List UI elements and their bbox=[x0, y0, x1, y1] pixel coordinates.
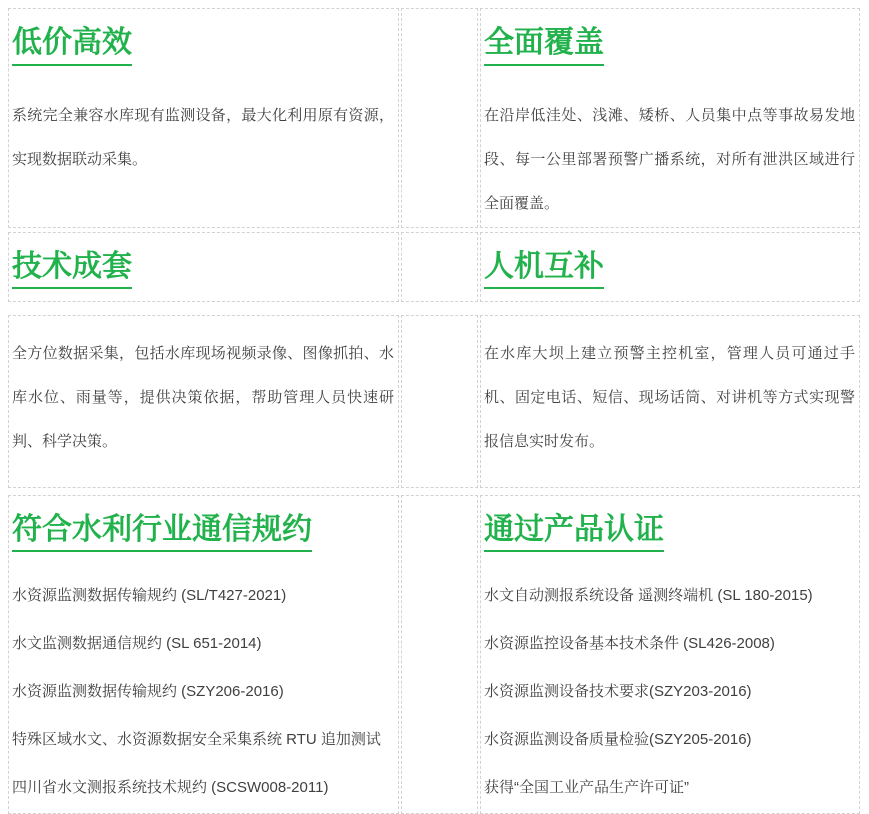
card-low-cost-title-link[interactable] bbox=[12, 24, 394, 66]
card-full-coverage bbox=[480, 8, 860, 228]
card-complete-tech-heading-cell bbox=[8, 232, 399, 302]
protocol-item: 水文监测数据通信规约 (SL 651-2014) bbox=[12, 620, 394, 668]
card-protocols-title-link[interactable] bbox=[12, 511, 394, 553]
card-complete-tech-title: 技术成套 bbox=[12, 248, 132, 290]
card-certifications-title-link[interactable] bbox=[484, 511, 855, 553]
card-human-machine-body-cell bbox=[480, 315, 860, 488]
protocol-item: 水资源监测数据传输规约 (SL/T427-2021) bbox=[12, 572, 394, 620]
card-protocols-title: 符合水利行业通信规约 bbox=[12, 511, 312, 553]
card-human-machine-body: 在水库大坝上建立预警主控机室，管理人员可通过手机、固定电话、短信、现场话筒、对讲机等方式实现警报信息实时发布。 bbox=[484, 332, 855, 464]
features-row-1 bbox=[8, 8, 860, 228]
certification-item: 水文自动测报系统设备 遥测终端机 (SL 180-2015) bbox=[484, 572, 855, 620]
card-low-cost bbox=[8, 8, 399, 228]
certification-item: 水资源监测设备质量检验(SZY205-2016) bbox=[484, 716, 855, 764]
spacer-cell bbox=[401, 495, 478, 814]
spacer-cell bbox=[401, 232, 478, 302]
features-row-4 bbox=[8, 495, 860, 814]
card-complete-tech-title-link[interactable] bbox=[12, 248, 394, 290]
card-low-cost-body: 系统完全兼容水库现有监测设备，最大化利用原有资源，实现数据联动采集。 bbox=[12, 94, 394, 182]
certification-item: 水资源监测设备技术要求(SZY203-2016) bbox=[484, 668, 855, 716]
certification-item: 获得“全国工业产品生产许可证” bbox=[484, 764, 855, 812]
card-protocols bbox=[8, 495, 399, 814]
card-low-cost-title: 低价高效 bbox=[12, 24, 132, 66]
protocol-item: 特殊区域水文、水资源数据安全采集系统 RTU 追加测试 bbox=[12, 716, 394, 764]
protocol-item: 四川省水文测报系统技术规约 (SCSW008-2011) bbox=[12, 764, 394, 812]
protocols-list bbox=[12, 572, 394, 812]
card-complete-tech-body: 全方位数据采集，包括水库现场视频录像、图像抓拍、水库水位、雨量等，提供决策依据，帮助管理人员快速研判、科学决策。 bbox=[12, 332, 394, 464]
features-table bbox=[8, 8, 860, 814]
card-certifications bbox=[480, 495, 860, 814]
spacer-cell bbox=[401, 315, 478, 488]
card-full-coverage-title: 全面覆盖 bbox=[484, 24, 604, 66]
features-row-2 bbox=[8, 232, 860, 302]
card-human-machine-title-link[interactable] bbox=[484, 248, 855, 290]
features-row-3 bbox=[8, 315, 860, 488]
certifications-list bbox=[484, 572, 855, 812]
card-human-machine-title: 人机互补 bbox=[484, 248, 604, 290]
card-complete-tech-body-cell bbox=[8, 315, 399, 488]
spacer-cell bbox=[401, 8, 478, 228]
card-certifications-title: 通过产品认证 bbox=[484, 511, 664, 553]
card-full-coverage-title-link[interactable] bbox=[484, 24, 855, 66]
certification-item: 水资源监控设备基本技术条件 (SL426-2008) bbox=[484, 620, 855, 668]
card-human-machine-heading-cell bbox=[480, 232, 860, 302]
protocol-item: 水资源监测数据传输规约 (SZY206-2016) bbox=[12, 668, 394, 716]
card-full-coverage-body: 在沿岸低洼处、浅滩、矮桥、人员集中点等事故易发地段、每一公里部署预警广播系统，对所有泄洪区域进行全面覆盖。 bbox=[484, 94, 855, 226]
